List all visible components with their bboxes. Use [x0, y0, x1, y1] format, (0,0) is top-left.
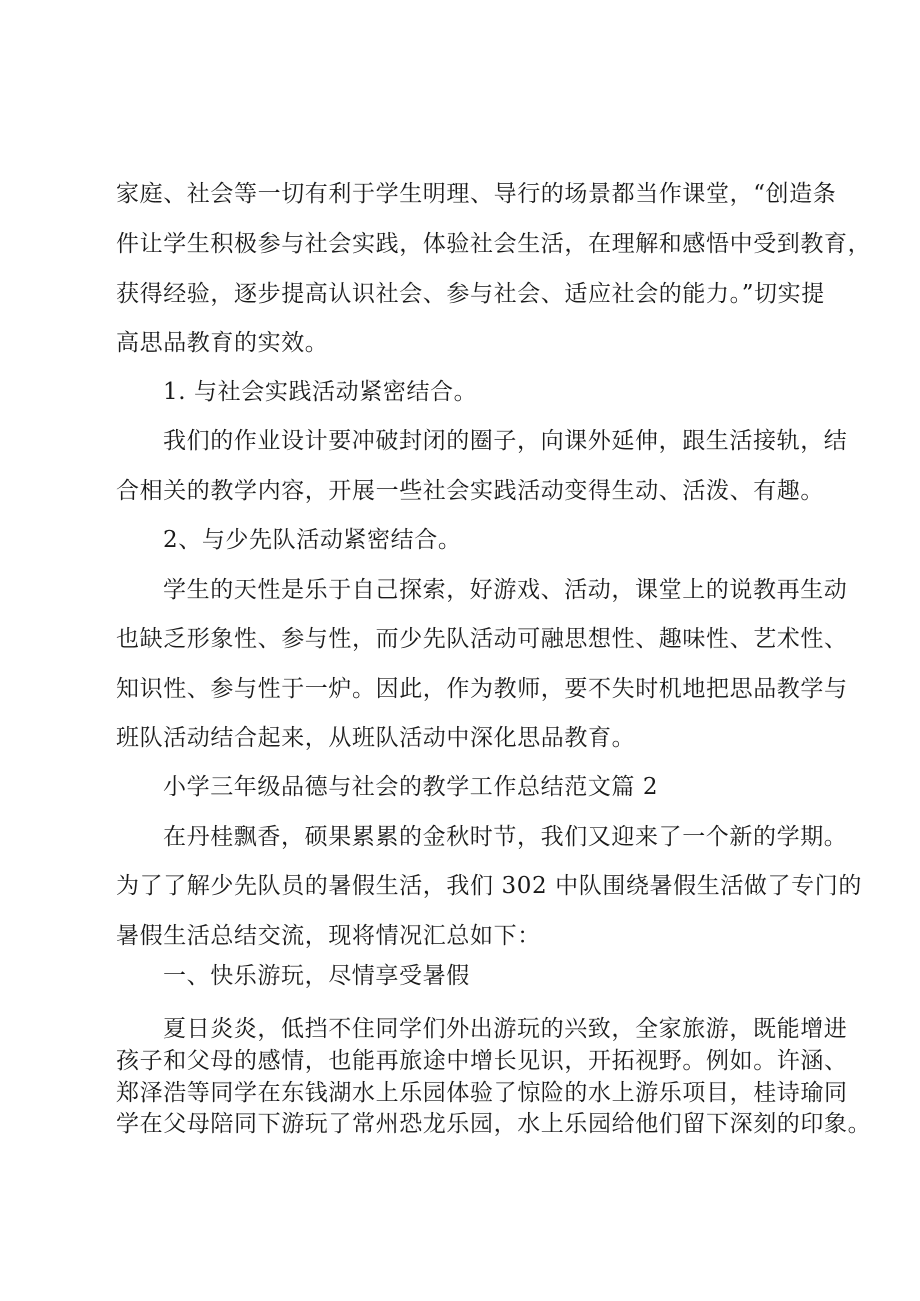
section-heading: 一、快乐游玩，尽情享受暑假	[163, 963, 470, 989]
paragraph-line: 高思品教育的实效。	[116, 330, 329, 356]
paragraph-line: 在丹桂飘香，硕果累累的金秋时节，我们又迎来了一个新的学期。	[163, 824, 848, 850]
paragraph-line: 知识性、参与性于一炉。因此，作为教师，要不失时机地把思品教学与	[116, 676, 848, 702]
article-title: 小学三年级品德与社会的教学工作总结范文篇 2	[163, 774, 659, 800]
paragraph-line: 我们的作业设计要冲破封闭的圈子，向课外延伸，跟生活接轨，结	[163, 428, 848, 454]
section-heading: 1. 与社会实践活动紧密结合。	[163, 379, 478, 405]
paragraph-line: 为了了解少先队员的暑假生活，我们 302 中队围绕暑假生活做了专门的	[116, 873, 862, 899]
section-heading: 2、与少先队活动紧密结合。	[163, 527, 462, 553]
paragraph-line: 学在父母陪同下游玩了常州恐龙乐园，水上乐园给他们留下深刻的印象。	[116, 1111, 872, 1137]
paragraph-line: 合相关的教学内容，开展一些社会实践活动变得生动、活泼、有趣。	[116, 478, 824, 504]
paragraph-line: 家庭、社会等一切有利于学生明理、导行的场景都当作课堂，“创造条	[116, 181, 837, 207]
paragraph-line: 班队活动结合起来，从班队活动中深化思品教育。	[116, 725, 636, 751]
paragraph-line: 郑泽浩等同学在东钱湖水上乐园体验了惊险的水上游乐项目，桂诗瑜同	[116, 1080, 848, 1106]
paragraph-line: 获得经验，逐步提高认识社会、参与社会、适应社会的能力。”切实提	[116, 281, 825, 307]
paragraph-line: 也缺乏形象性、参与性，而少先队活动可融思想性、趣味性、艺术性、	[116, 626, 848, 652]
paragraph-line: 孩子和父母的感情，也能再旅途中增长见识，开拓视野。例如。许涵、	[116, 1048, 848, 1074]
paragraph-line: 暑假生活总结交流，现将情况汇总如下：	[116, 923, 541, 949]
paragraph-line: 学生的天性是乐于自己探索，好游戏、活动，课堂上的说教再生动	[163, 577, 848, 603]
paragraph-line: 夏日炎炎，低挡不住同学们外出游玩的兴致，全家旅游，既能增进	[163, 1016, 848, 1042]
paragraph-line: 件让学生积极参与社会实践，体验社会生活，在理解和感悟中受到教育，	[116, 231, 872, 257]
